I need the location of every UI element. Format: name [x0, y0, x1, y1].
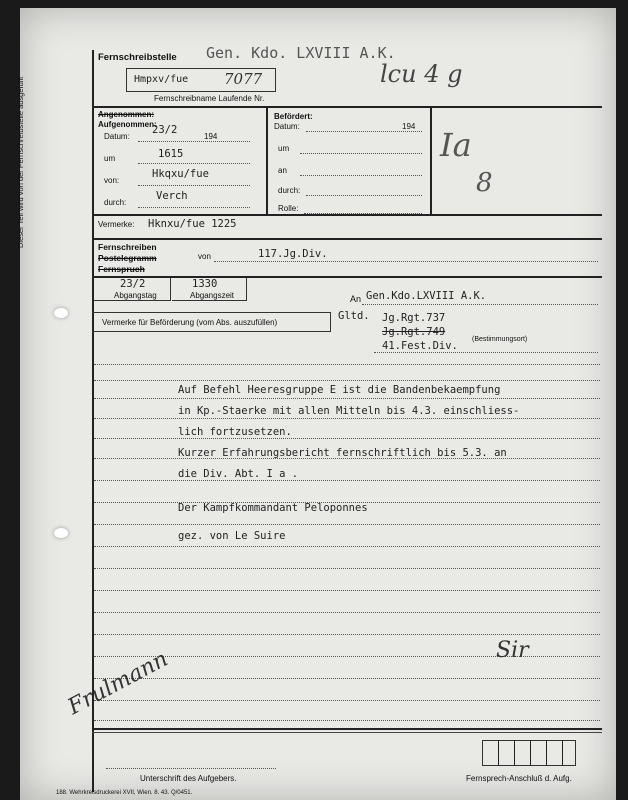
- dotted-line: [300, 153, 422, 154]
- received-von-label: von:: [104, 176, 120, 185]
- station-name: Hmpxv/fue: [134, 74, 189, 85]
- dotted-line: [300, 175, 422, 176]
- divider: [266, 106, 268, 214]
- forwarded-um-label: um: [278, 144, 290, 153]
- sender-signature-label: Unterschrift des Aufgebers.: [140, 774, 237, 783]
- ruled-line: [94, 678, 600, 679]
- punch-hole: [54, 528, 68, 538]
- divider: [562, 740, 563, 766]
- ruled-line: [94, 720, 600, 721]
- body-line-1: Auf Befehl Heeresgruppe E ist die Bandenbekaempfung: [178, 384, 501, 396]
- station-label: Fernschreibstelle: [98, 52, 177, 63]
- forwarded-datum-label: Datum:: [274, 122, 300, 131]
- divider: [92, 214, 602, 216]
- dotted-line: [138, 207, 250, 208]
- body-line-4: Kurzer Erfahrungsbericht fernschriftlich bis 5.3. an: [178, 447, 507, 459]
- received-year-prefix: 194: [204, 132, 218, 141]
- received-um-label: um: [104, 154, 116, 163]
- ruled-line: [94, 398, 600, 399]
- recipient-line2: Jg.Rgt.737: [382, 312, 446, 324]
- message-von-value: 117.Jg.Div.: [258, 248, 328, 260]
- vermerke-value: Hknxu/fue 1225: [148, 218, 237, 230]
- dispatch-day-value: 23/2: [120, 278, 146, 290]
- ruled-line: [94, 524, 600, 525]
- recipient-line1: Gen.Kdo.LXVIII A.K.: [366, 290, 487, 302]
- divider: [530, 740, 531, 766]
- dispatch-time-label: Abgangszeit: [190, 291, 235, 300]
- signer-line: Der Kampfkommandant Peloponnes: [178, 502, 368, 514]
- body-line-5: die Div. Abt. I a .: [178, 468, 299, 480]
- forwarded-an-label: an: [278, 166, 287, 175]
- forwarded-year-prefix: 194: [402, 122, 416, 131]
- recipient-line3: Jg.Rgt.749: [382, 326, 446, 338]
- punch-hole: [54, 308, 68, 318]
- received-durch-value: Verch: [156, 190, 188, 202]
- body-line-3: lich fortzusetzen.: [178, 426, 292, 438]
- dotted-line: [374, 352, 598, 353]
- divider: [546, 740, 547, 766]
- vermerke-label: Vermerke:: [98, 220, 135, 229]
- dispatch-time-value: 1330: [192, 278, 218, 290]
- ruled-line: [94, 612, 600, 613]
- received-label: Aufgenommen:: [98, 120, 157, 129]
- recipient-bestimmungsort: (Bestimmungsort): [472, 336, 528, 343]
- form-frame: [92, 50, 604, 792]
- recipient-line4: 41.Fest.Div.: [382, 340, 458, 352]
- received-um-value: 1615: [158, 148, 184, 160]
- ruled-line: [94, 546, 600, 547]
- ia-sub: 8: [476, 168, 493, 198]
- message-type-line1: Fernschreiben: [98, 242, 157, 252]
- dotted-line: [138, 141, 250, 142]
- dotted-line: [106, 768, 276, 769]
- dotted-line: [138, 163, 250, 164]
- forwarded-label: Befördert:: [274, 112, 313, 121]
- received-von-value: Hkqxu/fue: [152, 168, 209, 180]
- left-signature: Frulmann: [64, 646, 173, 721]
- ruled-line: [94, 700, 600, 701]
- printer-line: 188. Wehrkreisdruckerei XVII, Wien. 8. 43. Q/0451.: [56, 790, 193, 796]
- message-type-line2: Postelegramm: [98, 253, 157, 263]
- divider: [498, 740, 499, 766]
- dotted-line: [306, 131, 422, 132]
- station-stamp: Gen. Kdo. LXVIII A.K.: [206, 44, 396, 62]
- ruled-line: [94, 568, 600, 569]
- received-label-struck: Angenommen:: [98, 110, 154, 119]
- message-von-label: von: [198, 252, 211, 261]
- forwarding-note-label: Vermerke für Beförderung (vom Abs. auszufüllen): [102, 318, 278, 327]
- divider: [430, 106, 432, 214]
- ruled-line: [94, 364, 600, 365]
- ruled-line: [94, 438, 600, 439]
- divider: [514, 740, 515, 766]
- received-datum-label: Datum:: [104, 132, 130, 141]
- divider: [92, 238, 602, 240]
- right-initials: Sir: [496, 638, 529, 663]
- dotted-line: [306, 195, 422, 196]
- ruled-line: [94, 380, 600, 381]
- ruled-line: [94, 418, 600, 419]
- received-durch-label: durch:: [104, 198, 127, 207]
- ruled-line: [94, 634, 600, 635]
- handwritten-mark: lcu 4 g: [380, 60, 463, 88]
- teletype-form: [16, 8, 616, 800]
- recipient-an-label: An: [350, 294, 362, 304]
- phone-label: Fernsprech-Anschluß d. Aufg.: [466, 774, 572, 783]
- signed-line: gez. von Le Suire: [178, 530, 286, 542]
- ruled-line: [94, 590, 600, 591]
- body-line-2: in Kp.-Staerke mit allen Mitteln bis 4.3. einschliess-: [178, 405, 520, 417]
- forwarded-durch-label: durch:: [278, 186, 301, 195]
- forwarded-rolle-label: Rolle:: [278, 204, 299, 213]
- ruled-line: [94, 480, 600, 481]
- dotted-line: [214, 261, 598, 262]
- divider: [92, 732, 602, 733]
- name-label: Fernschreibname Laufende Nr.: [154, 94, 265, 103]
- divider: [92, 728, 602, 730]
- sidebar-note: Dieser Teil wird von der Fernschreibstelle ausgefüllt: [16, 76, 25, 248]
- message-type-line3: Fernspruch: [98, 264, 145, 274]
- ia-mark: Ia: [440, 126, 472, 164]
- dotted-line: [362, 304, 598, 305]
- dotted-line: [138, 185, 250, 186]
- received-datum-value: 23/2: [152, 124, 178, 136]
- serial-number: 7077: [224, 70, 263, 88]
- recipient-gltd: Gltd.: [338, 310, 370, 322]
- divider: [92, 106, 602, 108]
- dispatch-day-label: Abgangstag: [114, 291, 157, 300]
